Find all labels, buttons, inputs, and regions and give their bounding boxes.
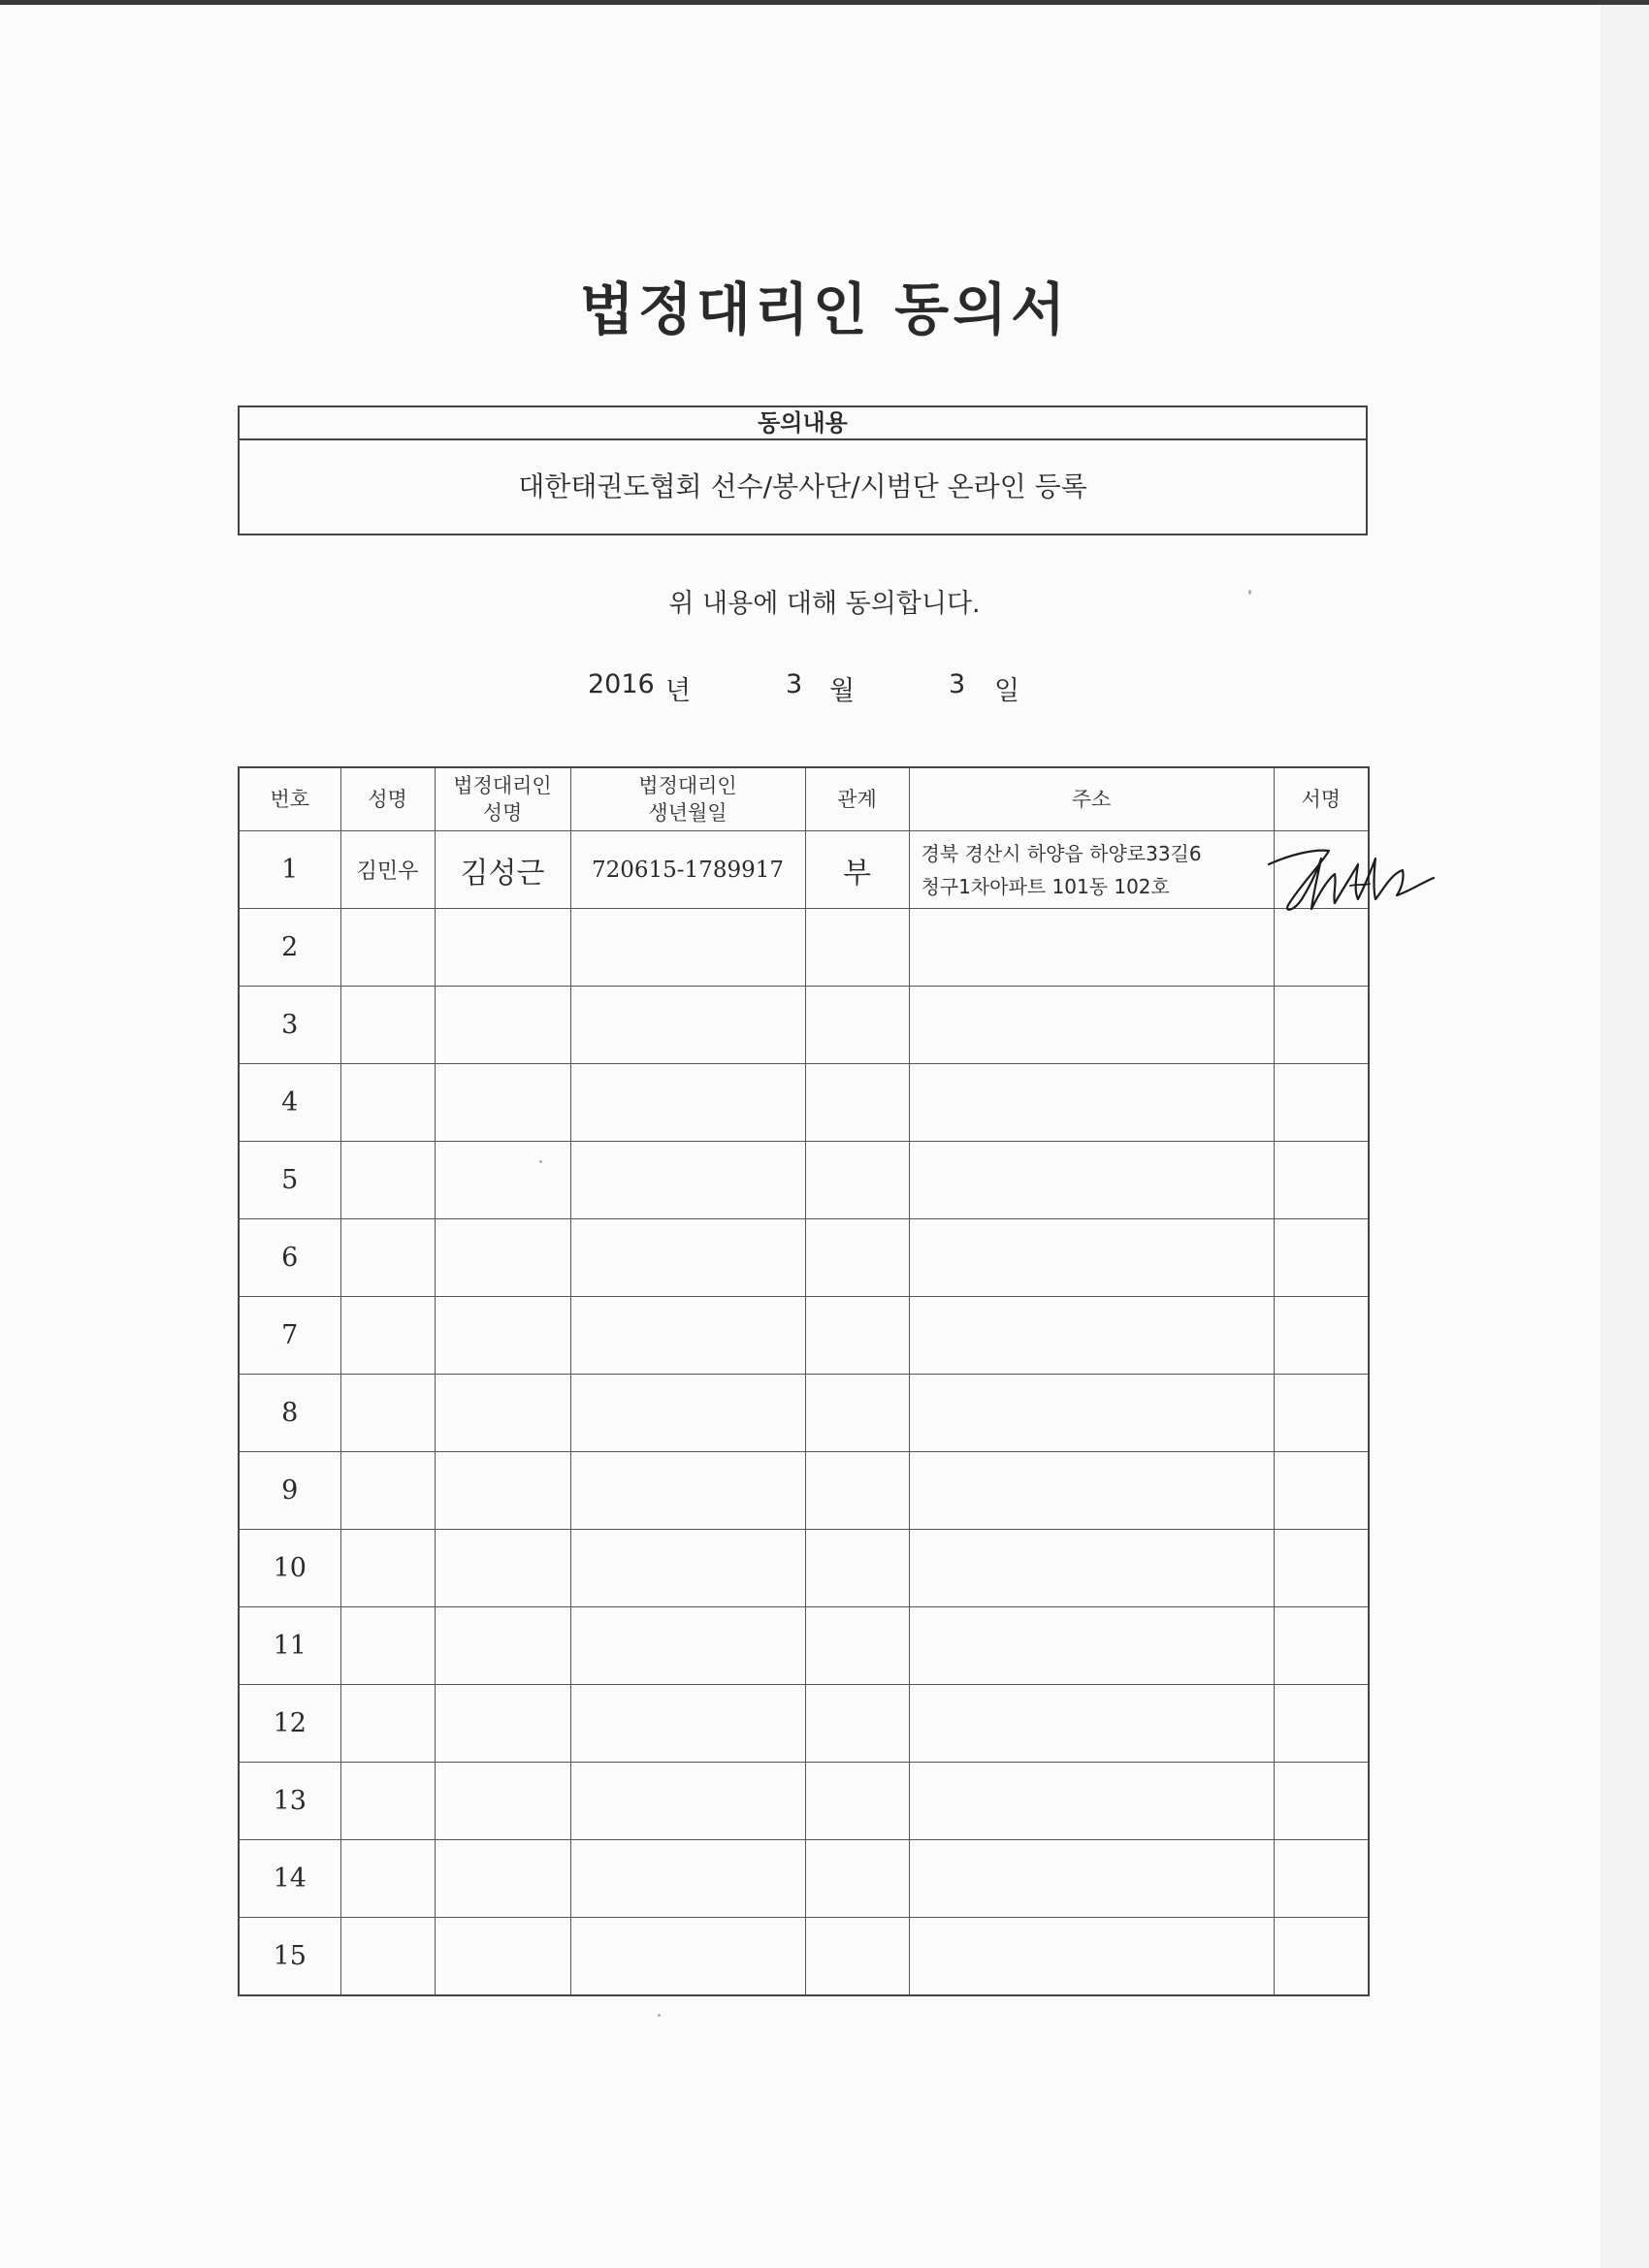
guardian-name	[435, 1918, 570, 1996]
signature-cell	[1274, 1840, 1369, 1918]
address	[909, 987, 1274, 1064]
table-row	[239, 1530, 1369, 1607]
relation	[805, 1530, 909, 1607]
address	[909, 1918, 1274, 1996]
signature-cell	[1274, 1142, 1369, 1219]
signature-cell	[1274, 1452, 1369, 1530]
table-row	[239, 1142, 1369, 1219]
student-name	[340, 1763, 435, 1840]
guardian-name	[435, 1607, 570, 1685]
handwritten-signature	[1261, 835, 1455, 923]
guardian-birth	[570, 1607, 805, 1685]
guardian-name	[435, 1840, 570, 1918]
date-month: 3	[786, 669, 803, 699]
address-line2: 청구1차아파트 101동 102호	[921, 874, 1170, 898]
student-name	[340, 1530, 435, 1607]
student-name	[340, 1375, 435, 1452]
guardian-name	[435, 1064, 570, 1142]
row-number: 4	[239, 1064, 340, 1142]
guardian-birth	[570, 1685, 805, 1763]
table-row	[239, 987, 1369, 1064]
row-number: 3	[239, 987, 340, 1064]
student-name	[340, 1918, 435, 1996]
table-row	[239, 1375, 1369, 1452]
scan-top-edge	[0, 0, 1649, 5]
address-line1: 경북 경산시 하양읍 하양로33길6	[921, 841, 1202, 865]
address	[909, 1297, 1274, 1375]
address	[909, 1064, 1274, 1142]
student-name	[340, 1219, 435, 1297]
student-name	[340, 1064, 435, 1142]
header-guardian-birth	[570, 767, 805, 831]
guardian-name	[435, 987, 570, 1064]
guardian-name	[435, 1452, 570, 1530]
relation	[805, 1763, 909, 1840]
relation	[805, 1064, 909, 1142]
row-number: 1	[239, 831, 340, 909]
relation	[805, 1840, 909, 1918]
relation	[805, 1452, 909, 1530]
header-number: 번호	[239, 767, 340, 831]
row-number: 9	[239, 1452, 340, 1530]
table-row	[239, 1219, 1369, 1297]
date-month-label: 월	[829, 676, 856, 706]
table-row	[239, 1763, 1369, 1840]
guardian-name	[435, 1219, 570, 1297]
header-name: 성명	[340, 767, 435, 831]
guardian-name: 김성근	[435, 831, 570, 909]
address	[909, 1685, 1274, 1763]
address	[909, 1530, 1274, 1607]
table-row	[239, 1064, 1369, 1142]
row-number: 7	[239, 1297, 340, 1375]
scan-speck	[539, 1160, 542, 1163]
date-day-label: 일	[994, 676, 1020, 706]
row-number: 8	[239, 1375, 340, 1452]
guardian-birth	[570, 987, 805, 1064]
student-name	[340, 1452, 435, 1530]
signature-cell	[1274, 1530, 1369, 1607]
signature-cell	[1274, 1763, 1369, 1840]
guardian-birth	[570, 909, 805, 987]
header-guardian-name	[435, 767, 570, 831]
guardian-birth: 720615-1789917	[570, 831, 805, 909]
signature-cell	[1274, 1607, 1369, 1685]
address	[909, 831, 1274, 909]
signature-cell	[1274, 1918, 1369, 1996]
relation: 부	[805, 831, 909, 909]
row-number: 6	[239, 1219, 340, 1297]
signature-cell	[1274, 831, 1369, 909]
row-number: 2	[239, 909, 340, 987]
date-day: 3	[949, 669, 966, 699]
student-name	[340, 1685, 435, 1763]
relation	[805, 1219, 909, 1297]
student-name	[340, 909, 435, 987]
relation	[805, 1918, 909, 1996]
consent-content-box	[238, 405, 1368, 535]
header-signature: 서명	[1274, 767, 1369, 831]
table-row	[239, 1297, 1369, 1375]
address	[909, 1219, 1274, 1297]
signature-cell	[1274, 1297, 1369, 1375]
guardian-birth	[570, 1530, 805, 1607]
signature-cell	[1274, 1375, 1369, 1452]
header-guardian-name-line1: 법정대리인	[453, 774, 552, 797]
signature-cell	[1274, 1064, 1369, 1142]
student-name	[340, 1607, 435, 1685]
address	[909, 1142, 1274, 1219]
guardian-name	[435, 1375, 570, 1452]
row-number: 12	[239, 1685, 340, 1763]
header-guardian-birth-line1: 법정대리인	[638, 774, 737, 797]
relation	[805, 1375, 909, 1452]
table-row	[239, 1840, 1369, 1918]
header-guardian-birth-line2: 생년월일	[648, 801, 728, 825]
relation	[805, 909, 909, 987]
relation	[805, 1142, 909, 1219]
header-guardian-name-line2: 성명	[482, 801, 523, 825]
guardian-birth	[570, 1840, 805, 1918]
guardian-birth	[570, 1297, 805, 1375]
guardian-name	[435, 1530, 570, 1607]
row-number: 14	[239, 1840, 340, 1918]
scan-speck	[658, 2014, 661, 2017]
address	[909, 1375, 1274, 1452]
relation	[805, 1297, 909, 1375]
consent-content-body: 대한태권도협회 선수/봉사단/시범단 온라인 등록	[518, 470, 1087, 502]
relation	[805, 1607, 909, 1685]
guardian-roster-table	[238, 766, 1370, 1996]
student-name	[340, 987, 435, 1064]
table-row	[239, 1607, 1369, 1685]
student-name: 김민우	[340, 831, 435, 909]
row-number: 5	[239, 1142, 340, 1219]
table-row	[239, 909, 1369, 987]
signature-cell	[1274, 1685, 1369, 1763]
agreement-statement: 위 내용에 대해 동의합니다.	[668, 589, 981, 619]
scan-speck	[1248, 590, 1251, 595]
guardian-birth	[570, 1375, 805, 1452]
row-number: 15	[239, 1918, 340, 1996]
row-number: 13	[239, 1763, 340, 1840]
table-header-row	[239, 767, 1369, 831]
date-year: 2016	[588, 669, 655, 699]
page-title: 법정대리인 동의서	[579, 276, 1070, 342]
signature-cell	[1274, 1219, 1369, 1297]
guardian-birth	[570, 1219, 805, 1297]
address	[909, 1607, 1274, 1685]
guardian-name	[435, 1142, 570, 1219]
guardian-name	[435, 1297, 570, 1375]
table-row	[239, 1918, 1369, 1996]
guardian-birth	[570, 1918, 805, 1996]
address	[909, 909, 1274, 987]
address	[909, 1452, 1274, 1530]
guardian-birth	[570, 1064, 805, 1142]
student-name	[340, 1840, 435, 1918]
address	[909, 1840, 1274, 1918]
header-relation: 관계	[805, 767, 909, 831]
guardian-name	[435, 1763, 570, 1840]
student-name	[340, 1142, 435, 1219]
table-row	[239, 831, 1369, 909]
guardian-name	[435, 909, 570, 987]
address	[909, 1763, 1274, 1840]
header-address: 주소	[909, 767, 1274, 831]
guardian-name	[435, 1685, 570, 1763]
guardian-birth	[570, 1763, 805, 1840]
consent-content-header: 동의내용	[240, 407, 1366, 440]
table-row	[239, 1452, 1369, 1530]
date-year-label: 년	[665, 676, 692, 706]
signature-cell	[1274, 987, 1369, 1064]
relation	[805, 1685, 909, 1763]
row-number: 11	[239, 1607, 340, 1685]
guardian-birth	[570, 1452, 805, 1530]
table-row	[239, 1685, 1369, 1763]
student-name	[340, 1297, 435, 1375]
relation	[805, 987, 909, 1064]
row-number: 10	[239, 1530, 340, 1607]
guardian-birth	[570, 1142, 805, 1219]
